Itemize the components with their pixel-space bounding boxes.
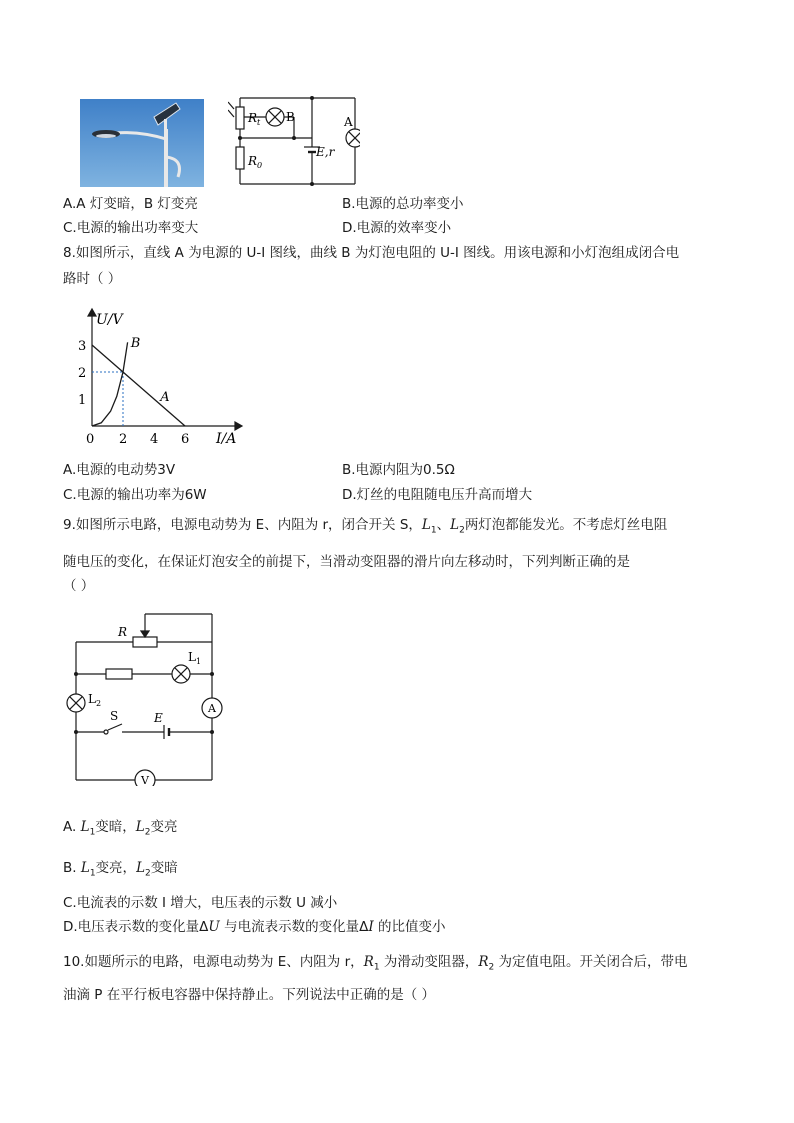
y-tick-3: 3	[78, 339, 87, 354]
q7-option-d: D.电源的效率变小	[342, 220, 452, 236]
series-b-line	[92, 342, 128, 426]
q7-option-b: B.电源的总功率变小	[342, 196, 464, 212]
q7-circuit-diagram	[228, 92, 360, 190]
series-a-label: A	[160, 390, 170, 405]
q8-ui-graph	[70, 306, 260, 456]
q8-option-d: D.灯丝的电阻随电压升高而增大	[342, 487, 533, 503]
q9-stem-line3: （ ）	[63, 578, 95, 594]
q8-option-a: A.电源的电动势3V	[63, 462, 176, 478]
ammeter-label: A	[208, 702, 216, 715]
q10-stem-line2: 油滴 P 在平行板电容器中保持静止。下列说法中正确的是（ ）	[63, 987, 436, 1003]
q7-option-c: C.电源的输出功率变大	[63, 220, 199, 236]
q10-stem-line1: 10.如题所示的电路，电源电动势为 E、内阻为 r，$R_1$ 为滑动变阻器，$R_2$ 为定值电阻。开关闭合后，带电	[63, 954, 688, 973]
x-axis-arrow	[235, 422, 242, 430]
q8-option-b: B.电源内阻为0.5Ω	[342, 462, 455, 478]
x-axis-label: I/A	[216, 431, 237, 447]
x-tick-2: 2	[119, 432, 128, 447]
y-tick-1: 1	[78, 393, 87, 408]
q9-circuit-diagram	[60, 606, 230, 786]
y-tick-2: 2	[78, 366, 87, 381]
x-tick-4: 4	[150, 432, 159, 447]
r0-label: $R_0$	[248, 154, 263, 170]
fixed-resistor	[106, 669, 132, 679]
q8-stem-line1: 8.如图所示，直线 A 为电源的 U-I 图线，曲线 B 为灯泡电阻的 U-I 图线。用该电源和小灯泡组成闭合电	[63, 245, 680, 261]
q9-option-b: B. $L_1$变亮，$L_2$变暗	[63, 860, 178, 879]
q7-option-a: A.A 灯变暗，B 灯变亮	[63, 196, 198, 212]
series-a-line	[92, 345, 185, 426]
voltmeter-label: V	[141, 774, 149, 786]
emf-label: E	[154, 711, 163, 725]
q8-stem-line2: 路时（ ）	[63, 271, 122, 287]
x-tick-6: 6	[181, 432, 190, 447]
q9-stem-line2: 随电压的变化，在保证灯泡安全的前提下，当滑动变阻器的滑片向左移动时，下列判断正确的是	[63, 554, 630, 570]
switch-contact	[104, 730, 108, 734]
lamp-a-label: A	[344, 115, 353, 129]
streetlight-photo	[80, 99, 204, 187]
q8-option-c: C.电源的输出功率为6W	[63, 487, 207, 503]
rt-label: $R_t$	[248, 111, 261, 127]
lamp-b-label: B	[286, 110, 295, 124]
rheostat-label: R	[118, 625, 128, 639]
q9-stem-line1: 9.如图所示电路，电源电动势为 E、内阻为 r，闭合开关 S，$L_1$、$L_2$两灯泡都能发光。不考虑灯丝电阻	[63, 517, 668, 536]
l1-label: $L_1$	[188, 650, 202, 666]
rheostat-r	[133, 637, 157, 647]
l2-label: $L_2$	[88, 692, 102, 708]
q9-option-d: D.电压表示数的变化量ΔU 与电流表示数的变化量ΔI 的比值变小	[63, 919, 446, 935]
emf-label: E,r	[316, 145, 335, 159]
y-axis-arrow	[88, 309, 96, 316]
y-axis-label: U/V	[96, 312, 123, 328]
series-b-label: B	[130, 336, 141, 351]
q9-option-c: C.电流表的示数 I 增大，电压表的示数 U 减小	[63, 895, 338, 911]
q9-option-a: A. $L_1$变暗，$L_2$变亮	[63, 819, 178, 838]
x-tick-0: 0	[86, 432, 95, 447]
switch-label: S	[110, 709, 119, 723]
